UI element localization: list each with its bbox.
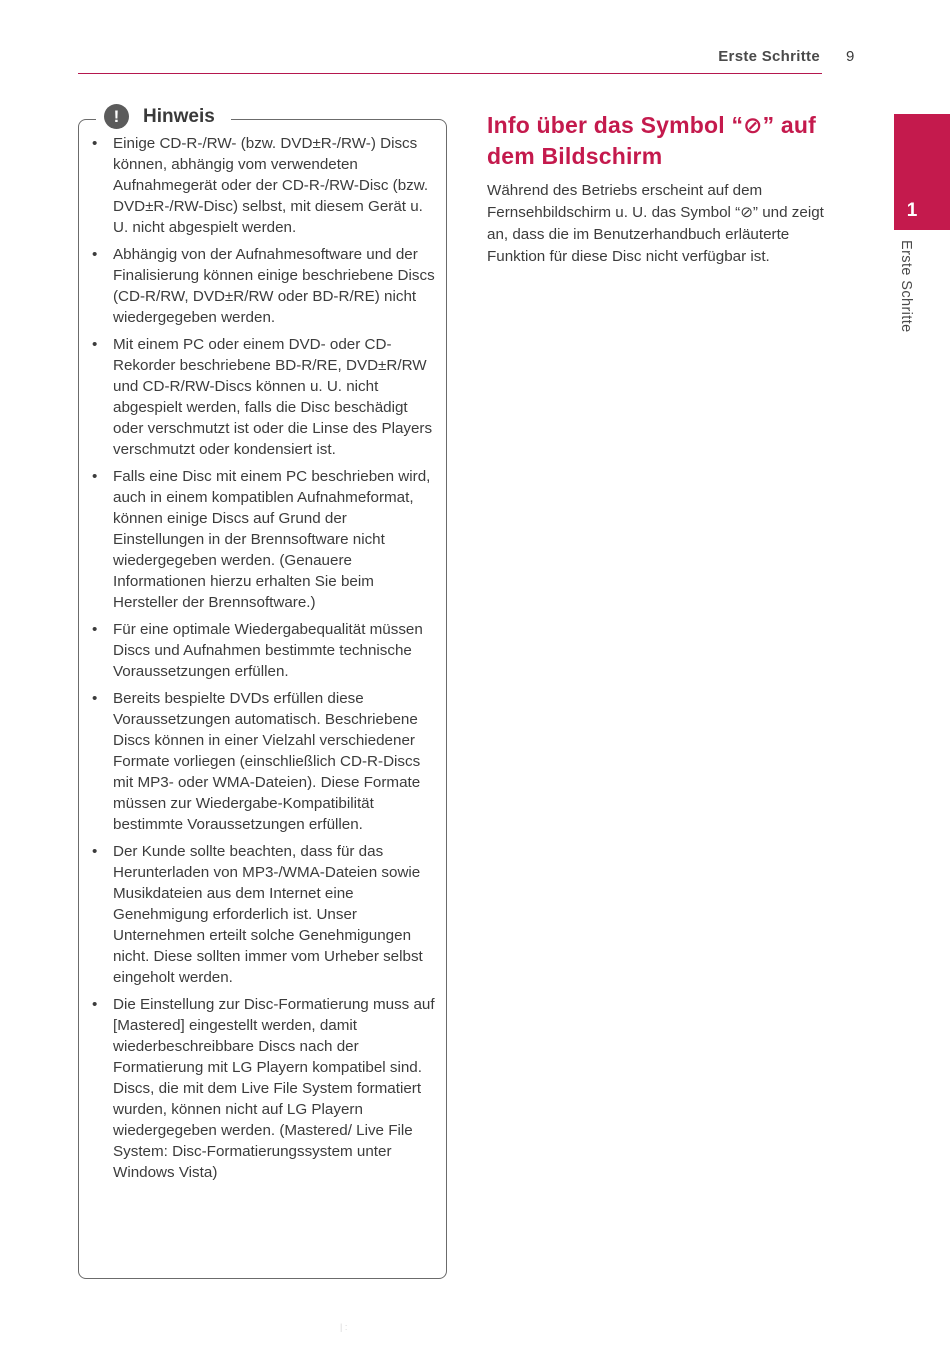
note-item xyxy=(92,841,442,988)
note-item xyxy=(92,619,442,682)
note-item xyxy=(92,334,442,460)
note-item-text: Mit einem PC oder einem DVD- oder CD-Rekorder beschriebene BD-R/RE, DVD±R/RW und CD-R/RW-Discs können u. U. nicht abgespielt werden, falls die Disc beschädigt oder verschmutzt ist oder die Linse des Players verschmutzt oder kondensiert ist. xyxy=(113,336,433,458)
note-item-text: Abhängig von der Aufnahmesoftware und der Finalisierung können einige beschriebene Discs (CD-R/RW, DVD±R/RW oder BD-R/RE) nicht wiedergegeben werden. xyxy=(113,246,435,326)
note-list xyxy=(92,133,442,1189)
bullet-icon: • xyxy=(92,843,98,860)
note-item xyxy=(92,994,442,1183)
note-item-text: Die Einstellung zur Disc-Formatierung muss auf [Mastered] eingestellt werden, damit wiederbeschreibbare Discs nach der Formatierung mit LG Playern kompatibel sind. Discs, die mit dem Live File System formatiert wurden, können nicht auf LG Playern wiedergegeben werden. (Mastered/ Live File System: Disc-Formatierungssystem unter Windows Vista) xyxy=(113,996,435,1181)
section-title: Info über das Symbol “⊘” auf dem Bildschirm xyxy=(487,112,817,169)
note-title: Hinweis xyxy=(143,105,215,127)
note-item xyxy=(92,244,442,328)
chapter-tab-label: Erste Schritte xyxy=(898,240,914,333)
chapter-tab xyxy=(894,114,950,230)
running-header-title: Erste Schritte xyxy=(718,48,820,65)
note-item-text: Für eine optimale Wiedergabequalität müssen Discs und Aufnahmen bestimmte technische Voraussetzungen erfüllen. xyxy=(113,621,423,680)
exclamation-circle-icon: ! xyxy=(104,104,129,129)
bullet-icon: • xyxy=(92,468,98,485)
header-divider xyxy=(78,73,822,74)
page-number: 9 xyxy=(846,48,855,65)
bullet-icon: • xyxy=(92,336,98,353)
note-header xyxy=(96,104,231,129)
note-item xyxy=(92,688,442,835)
chapter-number: 1 xyxy=(906,200,918,221)
bullet-icon: • xyxy=(92,621,98,638)
bullet-icon: • xyxy=(92,246,98,263)
section-body: Während des Betriebs erscheint auf dem Fernsehbildschirm u. U. das Symbol “⊘” und zeigt an, dass die im Benutzerhandbuch erläuterte Funktion für diese Disc nicht verfügbar ist. xyxy=(487,182,824,265)
note-item-text: Bereits bespielte DVDs erfüllen diese Voraussetzungen automatisch. Beschriebene Discs können in einer Vielzahl verschiedener Formate vorliegen (einschließlich CD-R-Discs mit MP3- oder WMA-Dateien). Diese Formate müssen zur Wiedergabe-Kompatibilität bestimmte Voraussetzungen erfüllen. xyxy=(113,690,421,833)
note-item-text: Einige CD-R-/RW- (bzw. DVD±R-/RW-) Discs können, abhängig vom verwendeten Aufnahmegerät oder der CD-R-/RW-Disc (bzw. DVD±R-/RW-Disc) selbst, mit diesem Gerät u. U. nicht abgespielt werden. xyxy=(113,135,429,236)
note-item xyxy=(92,133,442,238)
note-item-text: Der Kunde sollte beachten, dass für das Herunterladen von MP3-/WMA-Dateien sowie Musikdateien aus dem Internet eine Genehmigung erforderlich ist. Unser Unternehmen erteilt solche Genehmigungen nicht. Diese sollten immer vom Urheber selbst eingeholt werden. xyxy=(113,843,423,986)
note-item-text: Falls eine Disc mit einem PC beschrieben wird, auch in einem kompatiblen Aufnahmeformat, können einige Discs auf Grund der Einstellungen in der Brennsoftware nicht wiedergegeben werden. (Genauere Informationen hierzu erhalten Sie beim Hersteller der Brennsoftware.) xyxy=(113,468,431,611)
footer-marks: | : xyxy=(340,1322,348,1332)
bullet-icon: • xyxy=(92,690,98,707)
bullet-icon: • xyxy=(92,135,98,152)
bullet-icon: • xyxy=(92,996,98,1013)
note-item xyxy=(92,466,442,613)
